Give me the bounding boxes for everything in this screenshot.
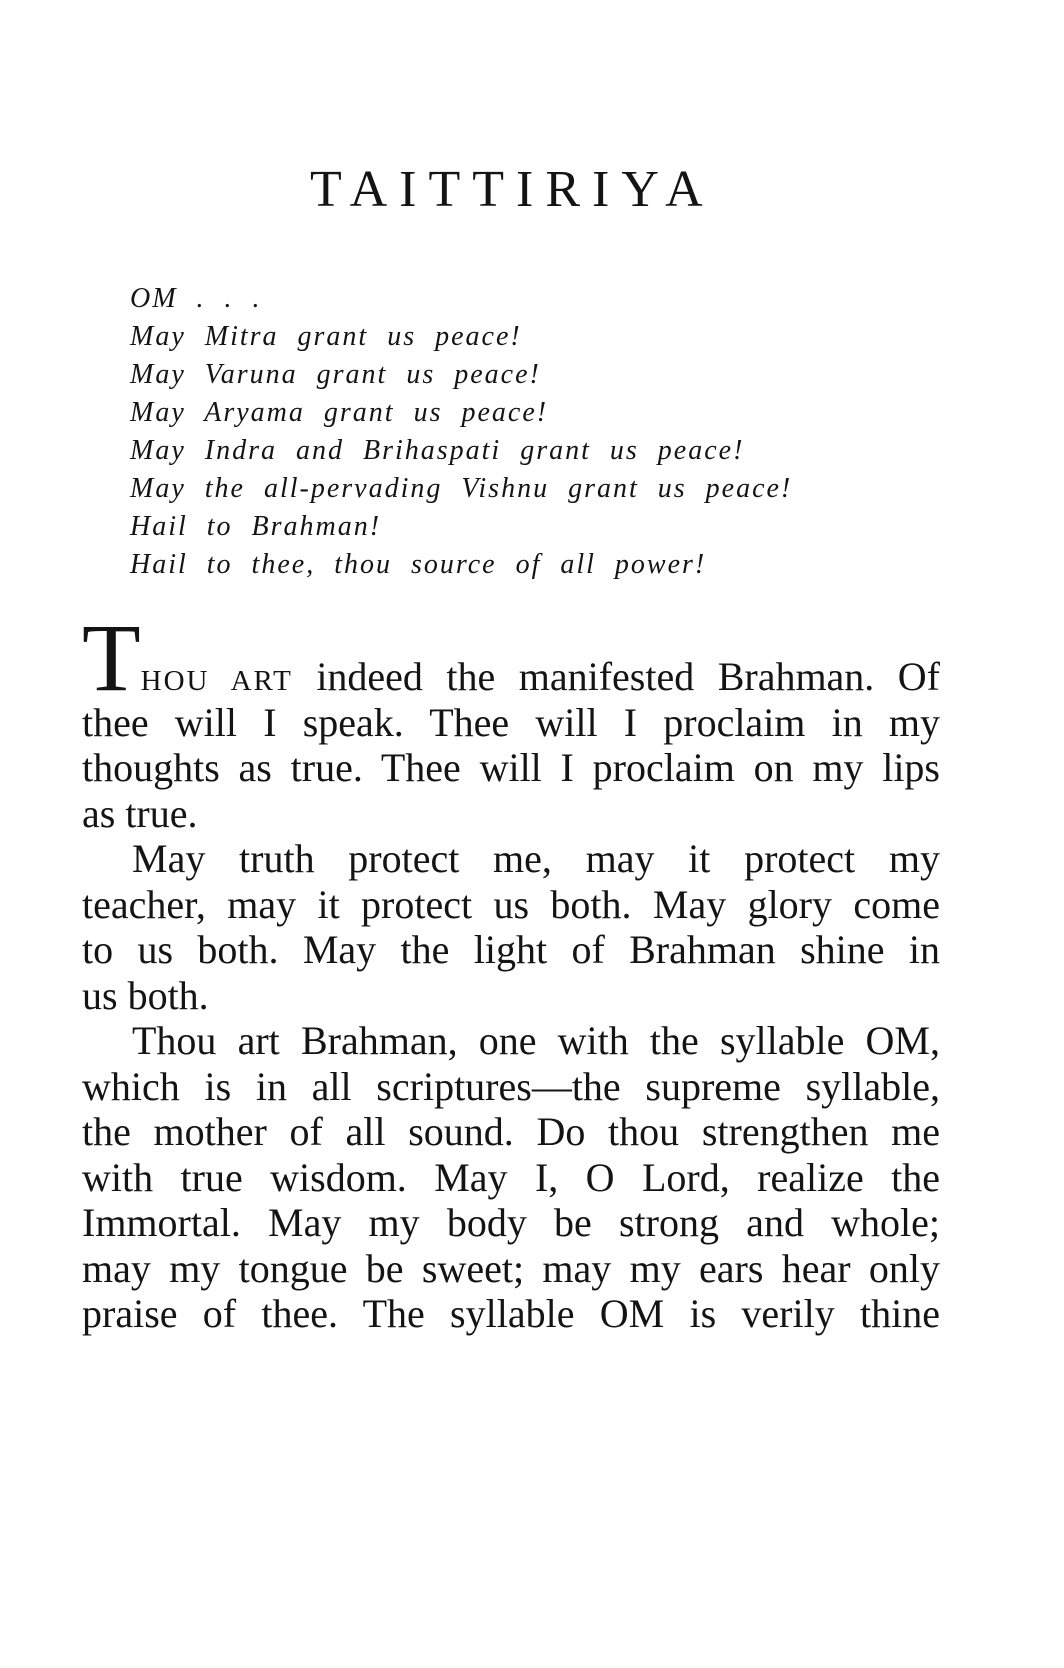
text-line: Immortal. May my body be strong and whole;: [82, 1200, 940, 1245]
drop-cap-initial: T: [82, 604, 141, 711]
invocation-line: May the all-pervading Vishnu grant us peace!: [130, 473, 793, 504]
text-line: thee will I speak. Thee will I proclaim in my: [82, 699, 940, 745]
text-line: which is in all scriptures—the supreme syllable,: [82, 1063, 940, 1109]
small-caps-opening: HOU ART: [140, 665, 293, 697]
text-line: Thou art Brahman, one with the syllable OM,: [132, 1018, 940, 1063]
invocation-line: May Varuna grant us peace!: [130, 359, 541, 390]
opening-line: [82, 604, 940, 711]
invocation-line: OM . . .: [130, 283, 262, 314]
paragraph: [82, 836, 940, 1018]
text-line: may my tongue be sweet; may my ears hear only: [82, 1245, 940, 1291]
invocation-line: May Indra and Brihaspati grant us peace!: [130, 435, 745, 466]
invocation-block: [130, 280, 792, 584]
text-line: the mother of all sound. Do thou strengthen me: [82, 1109, 940, 1154]
text-line: with true wisdom. May I, O Lord, realize the: [82, 1154, 940, 1200]
invocation-line: Hail to Brahman!: [130, 511, 382, 542]
invocation-line: May Mitra grant us peace!: [130, 321, 522, 352]
text-line: teacher, may it protect us both. May glory come: [82, 881, 940, 927]
text-line: praise of thee. The syllable OM is verily thine: [82, 1291, 940, 1336]
body-text: [82, 604, 940, 1337]
text-line: us both.: [82, 972, 209, 1018]
text-line: as true.: [82, 790, 198, 836]
paragraph: [82, 1018, 940, 1337]
text-line: May truth protect me, may it protect my: [132, 836, 940, 881]
opening-line-text: indeed the manifested Brahman. Of: [316, 654, 940, 699]
chapter-title: TAITTIRIYA: [310, 161, 715, 218]
invocation-line: May Aryama grant us peace!: [130, 397, 549, 428]
text-line: to us both. May the light of Brahman shine in: [82, 927, 940, 972]
invocation-line: Hail to thee, thou source of all power!: [130, 549, 707, 580]
paragraph: [82, 604, 940, 836]
text-line: thoughts as true. Thee will I proclaim on my lips: [82, 745, 940, 790]
